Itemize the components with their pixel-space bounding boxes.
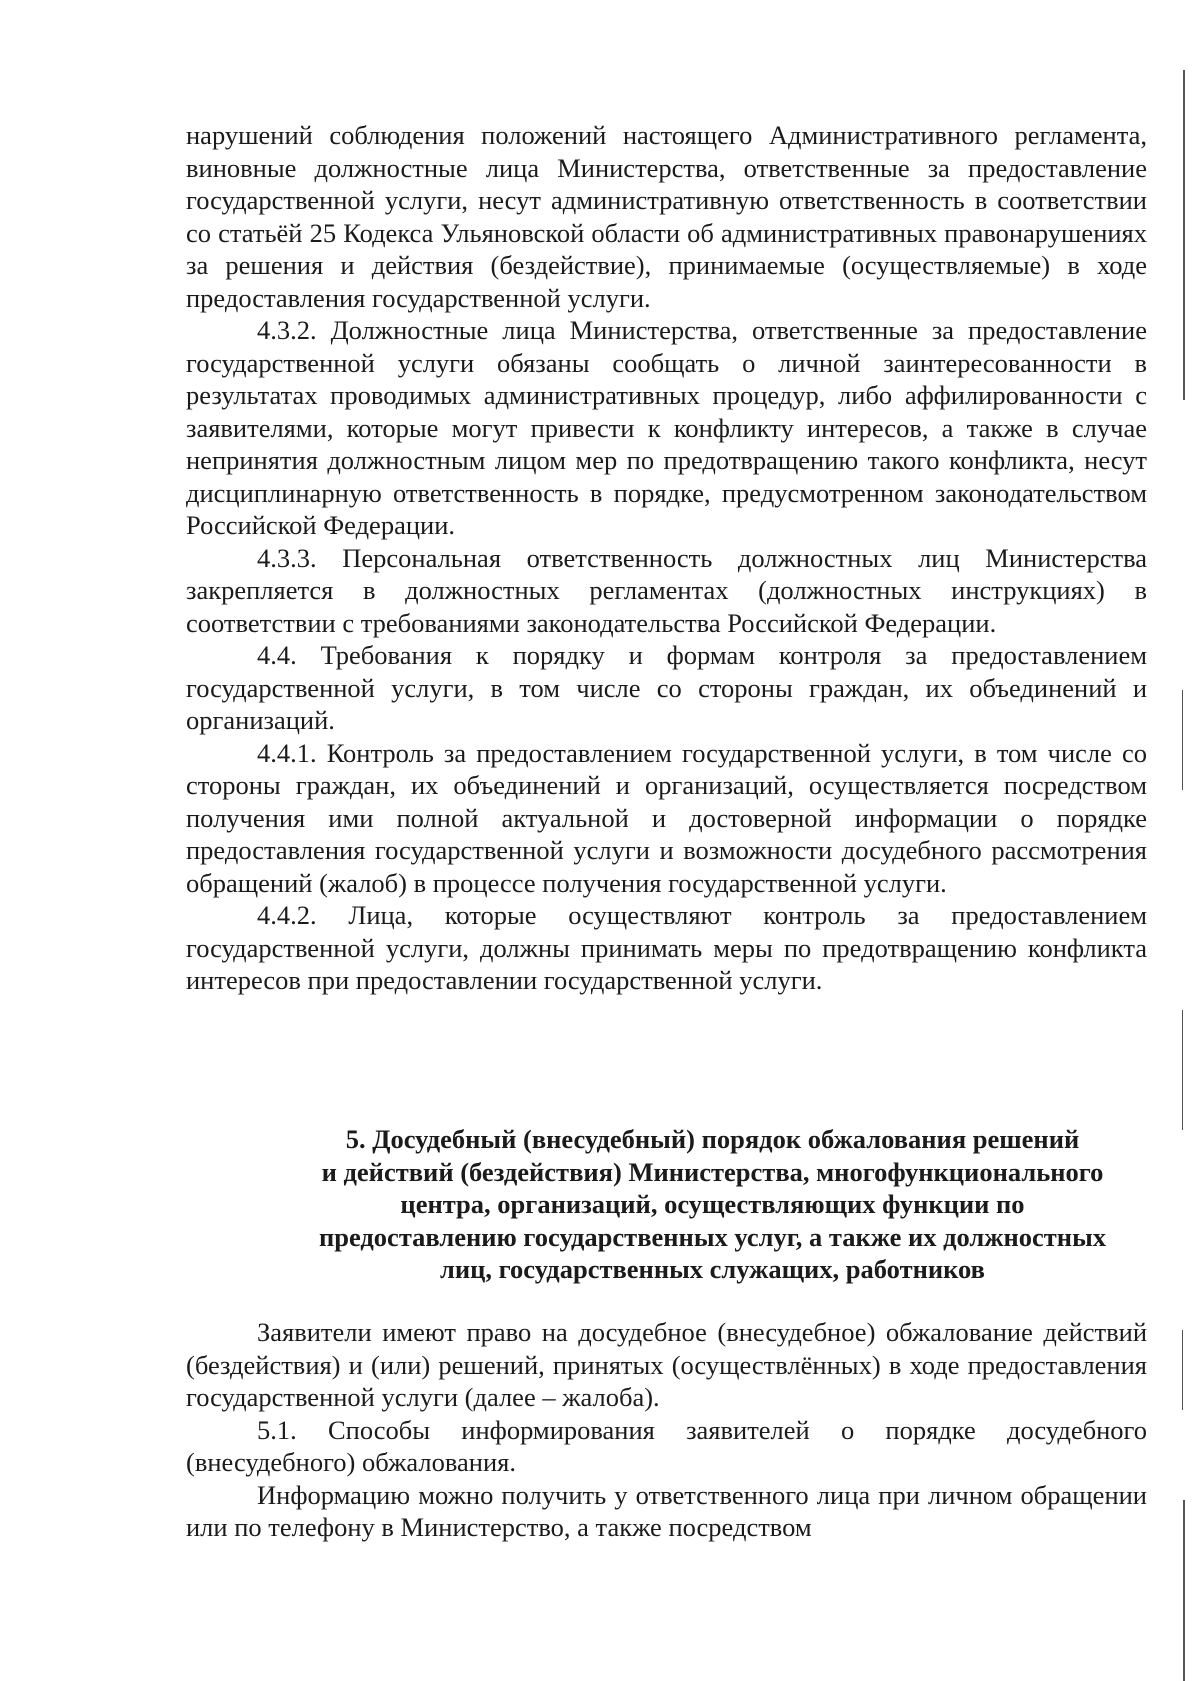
scan-edge-line [1182,1010,1183,1130]
scan-edge-line [1182,1330,1183,1410]
paragraph-4-4: 4.4. Требования к порядку и формам контроля за предоставлением государственной услуги, в том числе со стороны граждан, их объединений и организаций. [186,640,1147,735]
paragraph-4-3-2: 4.3.2. Должностные лица Министерства, ответственные за предоставление государственной услуги обязаны сообщать о личной заинтересованности в результатах проводимых административных процедур, либо аффилированности с заявителями, которые могут привести к конфликту интересов, а также в случае непринятия должностным лицом мер по предотвращению такого конфликта, несут дисциплинарную ответственность в порядке, предусмотренном законодательством Российской Федерации. [186,315,1147,540]
paragraph-information: Информацию можно получить у ответственного лица при личном обращении или по телефону в Министерство, а также посредством [186,1479,1147,1542]
paragraph-continuation: нарушений соблюдения положений настоящего Административного регламента, виновные должностные лица Министерства, ответственные за предоставление государственной услуги, несут административную ответственность в соответствии со статьёй 25 Кодекса Ульяновской области об административных правонарушениях за решения и действия (бездействие), принимаемые (осуществляемые) в ходе предоставления государственной услуги. [186,120,1147,313]
scan-edge-line [1182,690,1183,790]
section-5-heading [280,1123,1145,1286]
heading-line: предоставлению государственных услуг, а также их должностных [318,1221,1107,1252]
paragraph-appeal-right: Заявители имеют право на досудебное (внесудебное) обжалование действий (бездействия) и (или) решений, принятых (осуществлённых) в ходе предоставления государственной услуги (далее – жалоба). [186,1317,1147,1412]
heading-line: 5. Досудебный (внесудебный) порядок обжалования решений [345,1124,1080,1154]
paragraph-4-4-2: 4.4.2. Лица, которые осуществляют контроль за предоставлением государственной услуги, должны принимать меры по предотвращению конфликта интересов при предоставлении государственной услуги. [186,900,1147,995]
section-5-text [186,1316,1147,1544]
scan-edge-line [1183,1500,1185,1681]
paragraph-5-1: 5.1. Способы информирования заявителей о порядке досудебного (внесудебного) обжалования. [186,1414,1147,1477]
heading-line: и действий (бездействия) Министерства, многофункционального [321,1156,1104,1187]
scan-edge-line [1183,70,1185,400]
section-4-text [186,119,1147,997]
paragraph-4-4-1: 4.4.1. Контроль за предоставлением государственной услуги, в том числе со стороны граждан, их объединений и организаций, осуществляется посредством получения ими полной актуальной и достоверной информации о порядке предоставления государственной услуги и возможности досудебного рассмотрения обращений (жалоб) в процессе получения государственной услуги. [186,737,1147,898]
heading-line: лиц, государственных служащих, работников [440,1254,985,1284]
heading-line: центра, организаций, осуществляющих функции по [400,1189,1025,1219]
paragraph-4-3-3: 4.3.3. Персональная ответственность должностных лиц Министерства закрепляется в должностных регламентах (должностных инструкциях) в соответствии с требованиями законодательства Российской Федерации. [186,542,1147,638]
